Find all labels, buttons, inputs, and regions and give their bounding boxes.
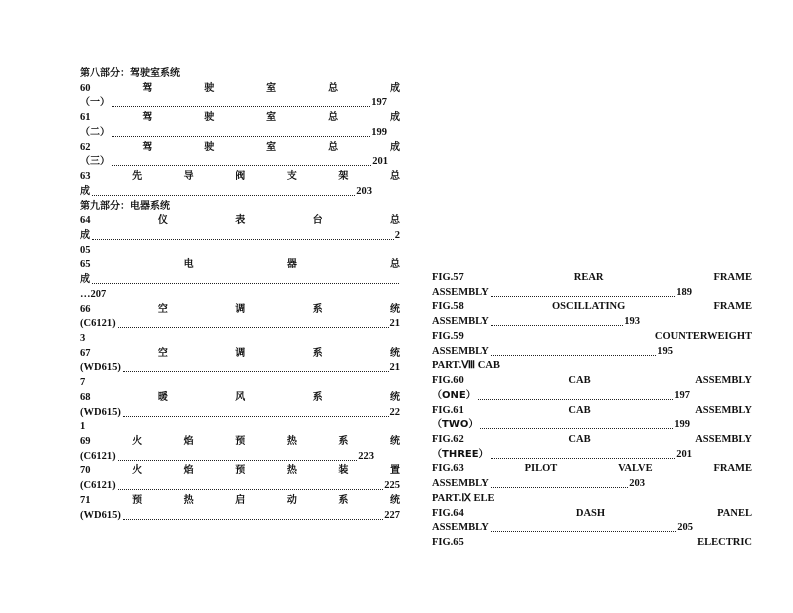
toc-line xyxy=(80,141,400,155)
toc-entry-word: ASSEMBLY xyxy=(695,433,752,445)
toc-entry-word: 先 xyxy=(132,171,143,182)
toc-entry-word: 成 xyxy=(389,141,400,153)
toc-line xyxy=(80,479,400,493)
toc-entry-word: 台 xyxy=(312,215,323,227)
toc-line xyxy=(432,404,752,418)
dot-leader xyxy=(480,428,673,429)
toc-entry-word: 启 xyxy=(235,494,246,506)
toc-entry-word: 驾 xyxy=(142,82,153,94)
toc-entry-word: 系 xyxy=(312,303,323,315)
toc-entry-word: 总 xyxy=(328,112,339,124)
toc-entry-continuation: ASSEMBLY xyxy=(432,345,489,357)
toc-entry-word: 总 xyxy=(328,141,339,153)
page-number: 203 xyxy=(356,185,372,197)
toc-entry-number: 69 xyxy=(80,436,91,447)
toc-entry-word: 置 xyxy=(389,465,400,477)
toc-entry-word: 导 xyxy=(183,171,194,182)
toc-text: …207 xyxy=(80,288,107,300)
toc-entry-continuation: (WD615) xyxy=(80,362,121,374)
toc-entry-word: 驶 xyxy=(204,112,215,124)
toc-entry-word: 空 xyxy=(157,303,168,315)
toc-entry-continuation: （TWO） xyxy=(432,419,479,431)
toc-entry-word: 表 xyxy=(235,215,246,227)
page-number: 203 xyxy=(629,478,645,490)
toc-entry-word: 支 xyxy=(286,171,297,182)
toc-entry-word: 调 xyxy=(235,347,246,359)
section-heading: PART.Ⅸ ELE xyxy=(432,492,495,504)
toc-entry-word: 焰 xyxy=(183,436,194,447)
toc-entry-word: DASH xyxy=(575,507,606,519)
toc-line xyxy=(432,300,752,314)
dot-leader xyxy=(112,136,370,137)
toc-text: 3 xyxy=(80,333,86,344)
toc-entry-word: 火 xyxy=(132,465,143,477)
toc-line xyxy=(80,96,387,110)
dot-leader xyxy=(123,371,389,372)
toc-entry-continuation: 成 xyxy=(80,229,90,241)
toc-line xyxy=(80,406,400,420)
page-number: 205 xyxy=(677,522,693,534)
toc-entry-word: 统 xyxy=(389,436,400,447)
page-number: 193 xyxy=(624,316,640,328)
toc-entry-continuation: 成 xyxy=(80,274,90,286)
toc-entry-word: REAR xyxy=(573,272,604,283)
toc-line xyxy=(432,433,752,447)
toc-entry-word: 统 xyxy=(389,494,400,506)
toc-entry-number: 63 xyxy=(80,171,91,182)
toc-entry-word: 热 xyxy=(286,465,297,477)
toc-entry-number: FIG.64 xyxy=(432,507,464,519)
toc-entry-word: 驶 xyxy=(204,141,215,153)
toc-entry-number: 71 xyxy=(80,494,91,506)
toc-line xyxy=(80,317,400,331)
toc-line xyxy=(432,521,693,535)
dot-leader xyxy=(491,458,676,459)
section-heading: 第八部分：驾驶室系统 xyxy=(80,68,180,79)
toc-entry-continuation: （ONE） xyxy=(432,389,476,401)
toc-entry-word: FRAME xyxy=(713,272,752,283)
toc-entry-continuation: （THREE） xyxy=(432,448,489,460)
toc-entry-word: 驶 xyxy=(204,82,215,94)
toc-line xyxy=(80,303,400,317)
page-number: 227 xyxy=(384,509,400,521)
toc-entry-number: 67 xyxy=(80,347,91,359)
page-number: 189 xyxy=(676,286,692,298)
toc-entry-word: 热 xyxy=(183,494,194,506)
toc-line xyxy=(432,448,692,462)
toc-entry-number: FIG.61 xyxy=(432,404,464,416)
page-number: 22 xyxy=(389,406,400,418)
toc-entry-continuation: ASSEMBLY xyxy=(432,522,489,534)
toc-entry-continuation: (C6121) xyxy=(80,480,116,492)
toc-entry-number: 62 xyxy=(80,141,91,153)
dot-leader xyxy=(123,519,383,520)
dot-leader xyxy=(491,531,676,532)
toc-entry-word: 仪 xyxy=(157,215,168,227)
section-heading: 第九部分：电器系统 xyxy=(80,200,170,212)
toc-entry-word: ASSEMBLY xyxy=(695,404,752,416)
toc-entry-number: 61 xyxy=(80,112,91,124)
toc-entry-continuation: （三） xyxy=(80,156,110,168)
toc-entry-word: 焰 xyxy=(183,465,194,477)
toc-entry-word: PANEL xyxy=(717,507,752,519)
toc-line xyxy=(432,477,645,491)
toc-entry-word: 动 xyxy=(286,494,297,506)
toc-entry-continuation: ASSEMBLY xyxy=(432,316,489,328)
toc-entry-continuation: (C6121) xyxy=(80,318,116,330)
toc-line xyxy=(432,315,640,329)
toc-line xyxy=(80,361,400,375)
toc-entry-continuation: 成 xyxy=(80,185,90,197)
toc-text: 7 xyxy=(80,377,86,389)
toc-entry-word: ELECTRIC xyxy=(697,537,752,548)
toc-entry-word: 室 xyxy=(266,112,277,124)
toc-entry-word: 调 xyxy=(235,303,246,315)
toc-entry-word: 总 xyxy=(390,215,400,227)
toc-line xyxy=(80,288,106,302)
toc-entry-number: FIG.58 xyxy=(432,301,464,313)
toc-entry-word: 系 xyxy=(338,494,349,506)
toc-line xyxy=(80,82,400,96)
toc-line xyxy=(80,509,400,523)
toc-entry-word: 空 xyxy=(157,347,168,359)
toc-entry-number: 60 xyxy=(80,82,91,94)
dot-leader xyxy=(491,325,623,326)
toc-entry-word: 成 xyxy=(389,112,400,124)
dot-leader xyxy=(478,399,674,400)
toc-entry-number: FIG.62 xyxy=(432,433,464,445)
toc-line xyxy=(80,126,387,140)
page-number: 201 xyxy=(676,448,692,460)
toc-entry-word: COUNTERWEIGHT xyxy=(654,330,752,342)
section-heading: PART.Ⅷ CAB xyxy=(432,360,500,372)
toc-line xyxy=(80,435,400,449)
page-number: 225 xyxy=(384,480,400,492)
toc-entry-continuation: (WD615) xyxy=(80,509,121,521)
toc-entry-word: 成 xyxy=(389,82,400,94)
toc-entry-number: FIG.60 xyxy=(432,375,464,386)
page-number: 197 xyxy=(674,389,690,401)
toc-entry-word: FRAME xyxy=(713,301,752,313)
dot-leader xyxy=(118,327,389,328)
dot-leader xyxy=(92,195,355,196)
page-number: 2 xyxy=(394,229,400,241)
toc-line xyxy=(80,214,400,228)
toc-entry-word: CAB xyxy=(568,404,591,416)
toc-line xyxy=(80,494,400,508)
toc-line xyxy=(432,345,673,359)
toc-line xyxy=(80,391,400,405)
toc-entry-word: 驾 xyxy=(142,141,153,153)
toc-entry-word: 架 xyxy=(338,171,349,182)
toc-entry-word: 装 xyxy=(338,465,349,477)
toc-entry-word: 火 xyxy=(132,436,143,447)
toc-line xyxy=(432,330,752,344)
toc-entry-word: 系 xyxy=(312,391,323,403)
toc-entry-continuation: ASSEMBLY xyxy=(432,478,489,490)
toc-entry-word: CAB xyxy=(568,433,591,445)
toc-line xyxy=(80,450,374,464)
toc-entry-word: 预 xyxy=(235,436,246,447)
toc-entry-continuation: (WD615) xyxy=(80,406,121,418)
toc-entry-word: 驾 xyxy=(142,112,153,124)
toc-entry-word: 阀 xyxy=(235,171,246,182)
toc-entry-number: 70 xyxy=(80,465,91,477)
toc-line xyxy=(432,418,690,432)
toc-entry-number: FIG.57 xyxy=(432,272,464,283)
toc-line xyxy=(80,244,91,258)
toc-entry-word: 预 xyxy=(132,494,143,506)
toc-entry-word: OSCILLATING xyxy=(551,301,626,313)
toc-entry-word: 室 xyxy=(266,82,277,94)
toc-entry-number: FIG.59 xyxy=(432,330,464,342)
toc-entry-word: 系 xyxy=(338,436,349,447)
toc-entry-word: 热 xyxy=(286,436,297,447)
dot-leader xyxy=(491,296,675,297)
toc-entry-word: 室 xyxy=(266,141,277,153)
toc-entry-word: 统 xyxy=(390,347,400,359)
toc-line xyxy=(80,67,180,81)
toc-entry-continuation: （二） xyxy=(80,126,110,138)
toc-entry-word: 总 xyxy=(389,171,400,182)
dot-leader xyxy=(118,460,358,461)
dot-leader xyxy=(112,106,370,107)
toc-line xyxy=(80,229,400,243)
toc-line xyxy=(80,170,400,184)
toc-line xyxy=(80,332,85,346)
toc-line xyxy=(80,111,400,125)
page-number: 21 xyxy=(389,362,400,374)
toc-line xyxy=(80,155,388,169)
dot-leader xyxy=(491,355,656,356)
page-number: 199 xyxy=(674,419,690,431)
page-number: 21 xyxy=(389,318,400,330)
toc-entry-word: 电 xyxy=(183,259,194,271)
toc-line xyxy=(80,420,85,434)
toc-line xyxy=(432,507,752,521)
toc-entry-word: 暖 xyxy=(157,391,168,403)
toc-line xyxy=(80,200,170,214)
toc-entry-continuation: ASSEMBLY xyxy=(432,286,489,298)
toc-line xyxy=(432,492,495,506)
toc-entry-word: VALVE xyxy=(618,463,653,475)
toc-entry-word: 总 xyxy=(328,82,339,94)
dot-leader xyxy=(112,165,371,166)
toc-line xyxy=(80,464,400,478)
toc-entry-word: 风 xyxy=(235,391,246,403)
toc-entry-word: 预 xyxy=(235,465,246,477)
toc-entry-word: FRAME xyxy=(713,463,752,475)
toc-line xyxy=(432,374,752,388)
toc-entry-word: 统 xyxy=(390,391,400,403)
toc-line xyxy=(432,271,752,285)
toc-line xyxy=(80,185,372,199)
toc-line xyxy=(432,389,690,403)
toc-entry-number: FIG.65 xyxy=(432,537,464,548)
toc-entry-word: ASSEMBLY xyxy=(695,375,752,386)
page-number: 223 xyxy=(358,450,374,462)
toc-entry-word: 总 xyxy=(389,259,400,271)
dot-leader xyxy=(491,487,628,488)
toc-entry-word: CAB xyxy=(568,375,591,386)
toc-line xyxy=(80,273,400,287)
toc-entry-number: 64 xyxy=(80,215,91,227)
toc-line xyxy=(80,347,400,361)
dot-leader xyxy=(123,416,389,417)
toc-entry-word: 器 xyxy=(286,259,297,271)
page-number: 201 xyxy=(372,156,388,168)
toc-line xyxy=(432,359,500,373)
toc-entry-number: 68 xyxy=(80,391,91,403)
toc-line xyxy=(432,286,692,300)
dot-leader xyxy=(118,489,384,490)
toc-line xyxy=(80,376,85,390)
page-number: 199 xyxy=(371,126,387,138)
toc-entry-continuation: （一） xyxy=(80,97,110,109)
toc-entry-number: 66 xyxy=(80,303,91,315)
toc-text: 05 xyxy=(80,244,91,256)
toc-entry-continuation: (C6121) xyxy=(80,450,116,462)
toc-line xyxy=(80,258,400,272)
toc-text: 1 xyxy=(80,421,86,433)
page-number: 195 xyxy=(657,345,673,357)
toc-entry-word: 系 xyxy=(312,347,323,359)
toc-line xyxy=(432,462,752,476)
dot-leader xyxy=(92,239,394,240)
page-number: 197 xyxy=(371,97,387,109)
toc-entry-number: 65 xyxy=(80,259,91,271)
toc-entry-word: PILOT xyxy=(524,463,558,475)
toc-entry-word: 统 xyxy=(390,303,400,315)
toc-entry-number: FIG.63 xyxy=(432,463,464,475)
dot-leader xyxy=(92,283,399,284)
toc-line xyxy=(432,536,752,550)
